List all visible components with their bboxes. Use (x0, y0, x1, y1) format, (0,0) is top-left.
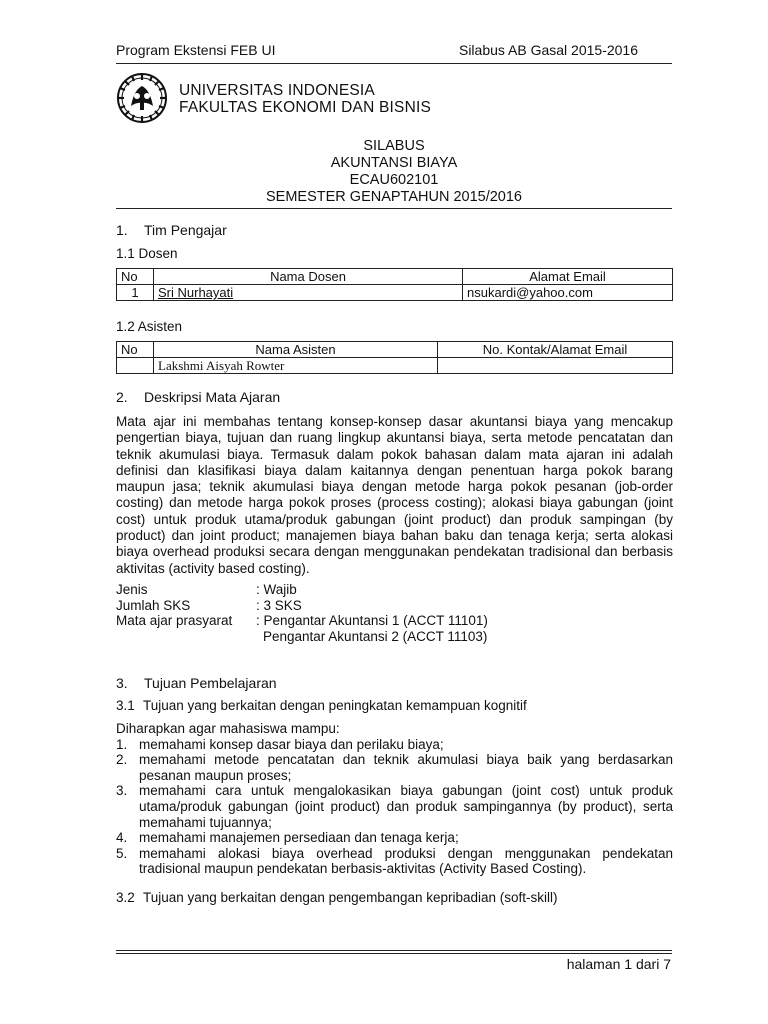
col-nama-dosen: Nama Dosen (154, 269, 463, 285)
title-code: ECAU602101 (349, 172, 439, 188)
prasyarat-row-2: Pengantar Akuntansi 2 (ACCT 11103) (263, 628, 488, 644)
sub-3-2-heading: 3.2 Tujuan yang berkaitan dengan pengembangan kepribadian (soft-skill) (116, 890, 558, 905)
asisten-heading: 1.2 Asisten (116, 319, 183, 334)
header-program: Program Ekstensi FEB UI (116, 42, 276, 58)
jenis-row: Jenis : Wajib (116, 582, 297, 597)
section-3-heading: 3. Tujuan Pembelajaran (116, 675, 277, 691)
table-header-row (117, 342, 673, 358)
header-rule (116, 63, 672, 64)
objectives-list (116, 721, 673, 877)
col-nama-asisten: Nama Asisten (154, 342, 438, 358)
table-header-row (117, 269, 673, 285)
asisten-name: Lakshmi Aisyah Rowter (154, 358, 438, 374)
title-block (116, 138, 672, 206)
page-number: halaman 1 dari 7 (566, 956, 671, 972)
col-no: No (117, 269, 154, 285)
description-paragraph: Mata ajar ini membahas tentang konsep-konsep dasar akuntansi biaya yang mencakup pengertian biaya, tujuan dan ruang lingkup akuntansi biaya, serta metode pencatatan dan teknik akumulasi biaya. Termasuk dalam pokok bahasan dalam mata ajaran ini adalah definisi dan klasifikasi biaya dalam kaitannya dengan penentuan harga pokok barang maupun jasa; teknik akumulasi biaya dengan metode harga pokok pesanan (job-order costing) dan metode harga pokok proses (process costing); alokasi biaya gabungan (joint cost) untuk produk utama/produk gabungan (joint product) dan produk sampingan (by product) dan joint product; manajemen biaya bahan baku dan tenaga kerja; serta alokasi biaya overhead produksi secara dengan menggunakan pendekatan tradisional dan berbasis aktivitas (activity based costing). (116, 414, 673, 576)
col-kontak: No. Kontak/Alamat Email (438, 342, 673, 358)
list-item: 3. memahami cara untuk mengalokasikan biaya gabungan (joint cost) untuk produk utama/produk gabungan (joint product) dan produk sampingannya (by product), serta memahami tujuannya; (116, 783, 673, 830)
footer-rule-2 (116, 953, 672, 954)
section-2-heading: 2. Deskripsi Mata Ajaran (116, 389, 281, 405)
dosen-no: 1 (117, 285, 154, 301)
title-semester: SEMESTER GENAPTAHUN 2015/2016 (266, 189, 522, 205)
university-name: UNIVERSITAS INDONESIA (179, 82, 375, 99)
section-1-heading: 1. Tim Pengajar (116, 222, 227, 238)
title-course: AKUNTANSI BIAYA (330, 155, 458, 171)
list-item: 1. memahami konsep dasar biaya dan perilaku biaya; (116, 736, 444, 752)
makara-logo-icon (116, 72, 168, 124)
title-silabus: SILABUS (363, 138, 425, 154)
list-item: 5. memahami alokasi biaya overhead produksi dengan menggunakan pendekatan tradisional maupun pendekatan berbasis-aktivitas (Activity Based Costing). (116, 845, 673, 877)
title-rule (116, 208, 672, 209)
institution-block (179, 82, 431, 116)
table-row (117, 285, 673, 301)
asisten-kontak (438, 358, 673, 374)
course-info (116, 582, 488, 644)
dosen-name: Sri Nurhayati (154, 285, 463, 301)
col-alamat-email: Alamat Email (463, 269, 673, 285)
dosen-email: nsukardi@yahoo.com (463, 285, 673, 301)
prasyarat-row: Mata ajar prasyarat : Pengantar Akuntansi 1 (ACCT 11101) (116, 613, 488, 628)
asisten-no (117, 358, 154, 374)
sub-3-1-heading: 3.1 Tujuan yang berkaitan dengan peningkatan kemampuan kognitif (116, 698, 527, 713)
list-item: 2. memahami metode pencatatan dan teknik akumulasi biaya baik yang berdasarkan pesanan maupun proses; (116, 752, 673, 783)
footer-rule (116, 950, 672, 951)
dosen-heading: 1.1 Dosen (116, 246, 178, 261)
sks-row: Jumlah SKS : 3 SKS (116, 597, 302, 613)
dosen-table (116, 268, 673, 301)
table-row (117, 358, 673, 374)
faculty-name: FAKULTAS EKONOMI DAN BISNIS (179, 99, 432, 116)
col-no: No (117, 342, 154, 358)
asisten-table (116, 341, 673, 374)
objectives-intro: Diharapkan agar mahasiswa mampu: (116, 721, 340, 736)
list-item: 4. memahami manajemen persediaan dan tenaga kerja; (116, 830, 459, 846)
header-silabus: Silabus AB Gasal 2015-2016 (458, 42, 638, 58)
